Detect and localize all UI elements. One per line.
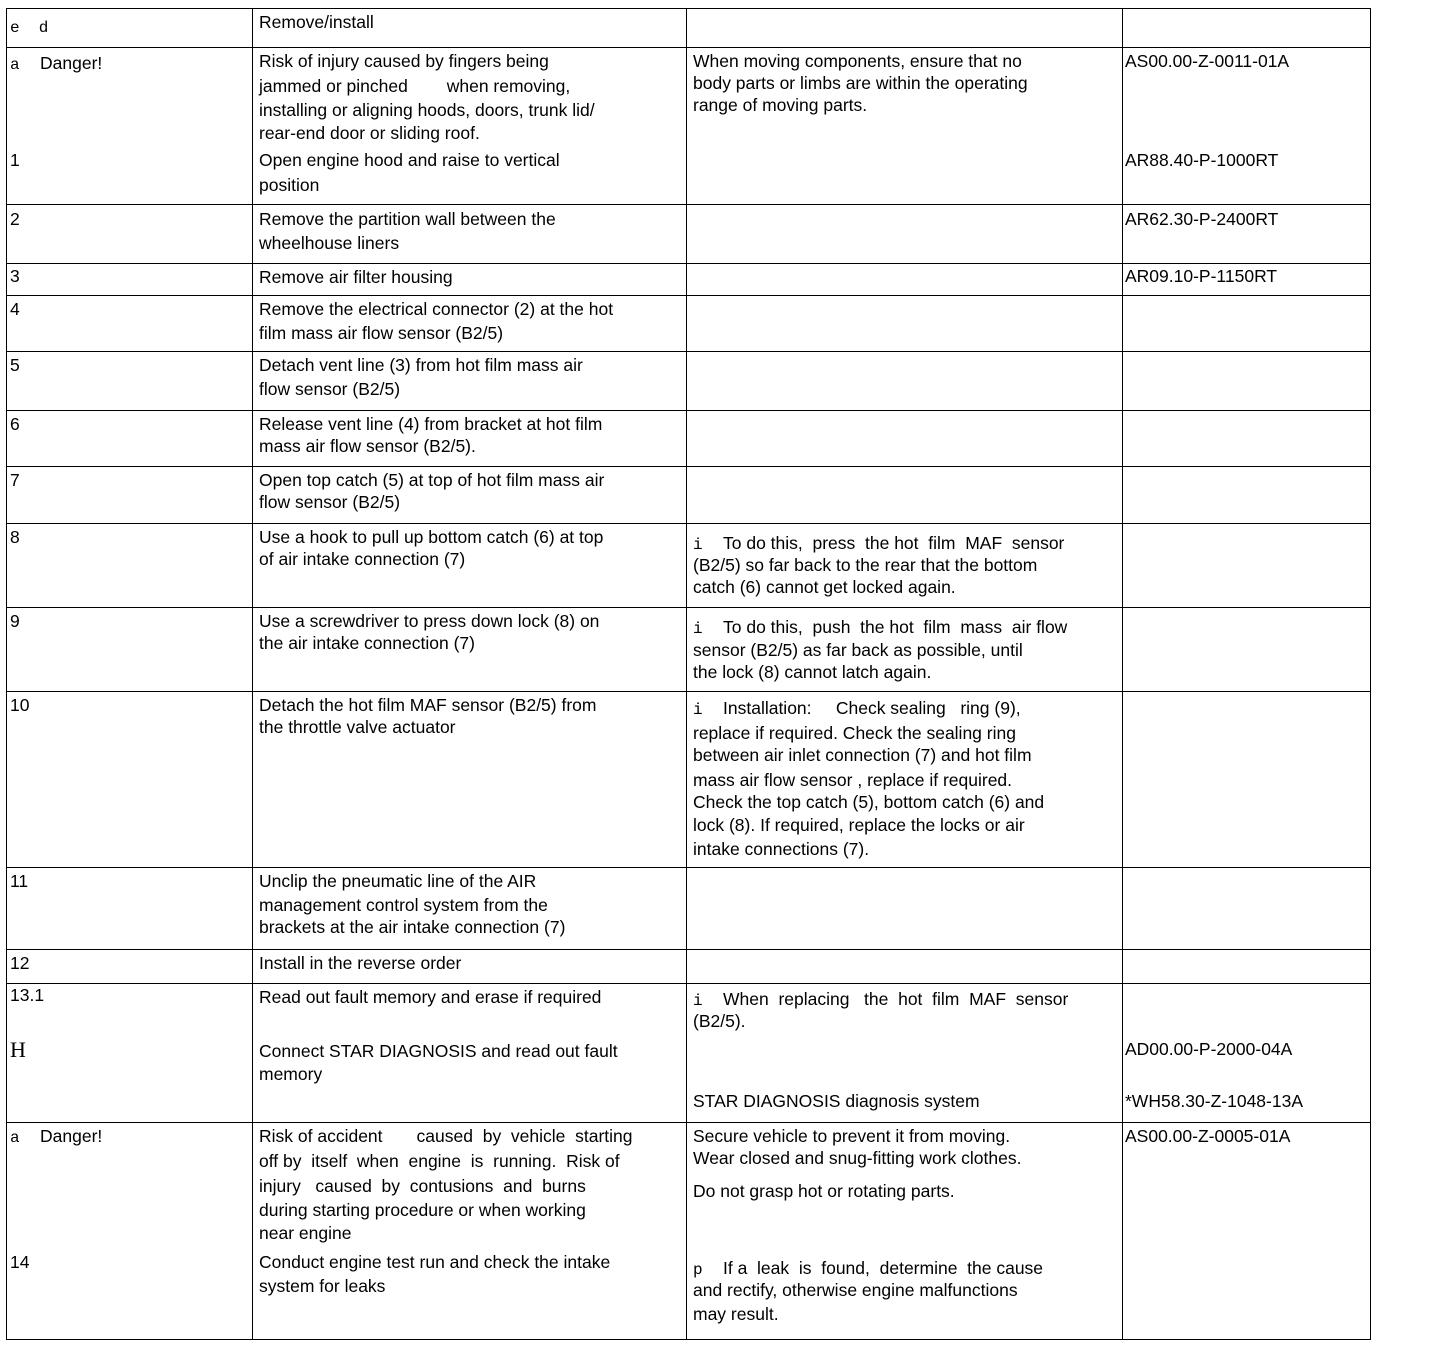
step-number: 7 (10, 470, 20, 490)
info-note-line: i To do this, press the hot film MAF sensor (693, 532, 1064, 557)
step-number: 14 (10, 1252, 30, 1272)
info-note-line: intake connections (7). (693, 839, 870, 859)
warning-note-line: may result. (693, 1304, 779, 1324)
note-text-line: Do not grasp hot or rotating parts. (693, 1181, 955, 1201)
table-row (7, 950, 1371, 984)
reference-link[interactable]: AD00.00-P-2000-04A (1125, 1039, 1293, 1059)
step-text-line: Remove air filter housing (259, 267, 453, 287)
step-text-line: of air intake connection (7) (259, 549, 466, 569)
table-row (7, 984, 1371, 1123)
info-note-line: (B2/5) so far back to the rear that the bottom (693, 555, 1038, 575)
table-row (7, 608, 1371, 692)
info-note-line: Check the top catch (5), bottom catch (6) and (693, 792, 1045, 812)
danger-text-line: off by itself when engine is running. Risk of (259, 1151, 620, 1171)
info-note-line: replace if required. Check the sealing ring (693, 723, 1016, 743)
header-title: Remove/install (259, 12, 374, 32)
reference-link[interactable]: AS00.00-Z-0011-01A (1125, 51, 1290, 71)
info-note-line: the lock (8) cannot latch again. (693, 662, 932, 682)
table-row (7, 48, 1371, 205)
info-icon: i (693, 620, 703, 638)
step-number: 6 (10, 414, 20, 434)
step-text-line: Conduct engine test run and check the intake (259, 1252, 611, 1272)
step-number: 9 (10, 611, 20, 631)
step-number: 1 (10, 150, 20, 170)
step-text-line: Install in the reverse order (259, 953, 462, 973)
step-text-line: Release vent line (4) from bracket at hot film (259, 414, 603, 434)
danger-text-line: jammed or pinched when removing, (259, 76, 571, 96)
step-text-line: Open top catch (5) at top of hot film mass air (259, 470, 605, 490)
danger-text-line: injury caused by contusions and burns (259, 1176, 586, 1196)
table-row (7, 411, 1371, 467)
note-text-line: range of moving parts. (693, 95, 868, 115)
step-text-line: Remove the partition wall between the (259, 209, 556, 229)
step-number: 13.1 (10, 985, 45, 1005)
info-icon: i (693, 992, 703, 1010)
step-text-line: the throttle valve actuator (259, 717, 456, 737)
step-text-line: Detach vent line (3) from hot film mass air (259, 355, 583, 375)
step-text-line: Unclip the pneumatic line of the AIR (259, 871, 537, 891)
table-row (7, 524, 1371, 608)
danger-text-line: near engine (259, 1223, 352, 1243)
note-text-line: Secure vehicle to prevent it from moving. (693, 1126, 1011, 1146)
table-header-row (7, 9, 1371, 48)
step-number: 5 (10, 355, 20, 375)
info-note-line: between air inlet connection (7) and hot film (693, 745, 1032, 765)
danger-text-line: rear-end door or sliding roof. (259, 123, 480, 143)
step-number: 10 (10, 695, 30, 715)
info-note-line: lock (8). If required, replace the locks or air (693, 815, 1025, 835)
danger-text-line: Risk of accident caused by vehicle starting (259, 1126, 633, 1146)
danger-label: a Danger! (10, 52, 102, 77)
step-number: 12 (10, 953, 30, 973)
reference-link[interactable]: *WH58.30-Z-1048-13A (1125, 1091, 1303, 1111)
info-note-line: sensor (B2/5) as far back as possible, until (693, 640, 1023, 660)
danger-label: a Danger! (10, 1125, 102, 1150)
step-number: 11 (10, 871, 29, 891)
step-text-line: flow sensor (B2/5) (259, 492, 401, 512)
step-number: 4 (10, 299, 20, 319)
table-row (7, 1123, 1371, 1340)
danger-icon: a (10, 56, 20, 74)
step-text-line: brackets at the air intake connection (7) (259, 917, 566, 937)
danger-text-line: Risk of injury caused by fingers being (259, 51, 549, 71)
danger-text-line: during starting procedure or when working (259, 1200, 586, 1220)
reference-link[interactable]: AS00.00-Z-0005-01A (1125, 1126, 1291, 1146)
info-note-line: (B2/5). (693, 1011, 746, 1031)
reference-link[interactable]: AR62.30-P-2400RT (1125, 209, 1279, 229)
note-text-line: When moving components, ensure that no (693, 51, 1022, 71)
procedure-table (6, 8, 1371, 1340)
step-text-line: film mass air flow sensor (B2/5) (259, 323, 504, 343)
step-text-line: Use a hook to pull up bottom catch (6) at top (259, 527, 604, 547)
tool-name: STAR DIAGNOSIS diagnosis system (693, 1091, 980, 1111)
info-icon: i (693, 701, 703, 719)
step-number: 3 (10, 266, 20, 286)
info-note-line: i To do this, push the hot film mass air flow (693, 616, 1067, 641)
danger-icon: a (10, 1129, 20, 1147)
step-text-line: the air intake connection (7) (259, 633, 475, 653)
step-text-line: flow sensor (B2/5) (259, 379, 401, 399)
step-text-line: wheelhouse liners (259, 233, 400, 253)
step-text-line: system for leaks (259, 1276, 386, 1296)
note-text-line: body parts or limbs are within the operating (693, 73, 1028, 93)
table-row (7, 467, 1371, 524)
table-row (7, 296, 1371, 352)
step-text-line: Remove the electrical connector (2) at the hot (259, 299, 614, 319)
step-number: 8 (10, 527, 20, 547)
step-text-line: mass air flow sensor (B2/5). (259, 436, 476, 456)
step-text-line: management control system from the (259, 895, 548, 915)
reference-link[interactable]: AR88.40-P-1000RT (1125, 150, 1279, 170)
warning-note-line: and rectify, otherwise engine malfunctions (693, 1280, 1018, 1300)
table-row (7, 205, 1371, 264)
info-icon: i (693, 536, 703, 554)
step-text-line: Open engine hood and raise to vertical (259, 150, 560, 170)
warning-note-line: p If a leak is found, determine the cause (693, 1257, 1043, 1282)
diagnosis-icon: H (10, 1037, 26, 1062)
table-row (7, 352, 1371, 411)
info-note-line: catch (6) cannot get locked again. (693, 577, 956, 597)
reference-link[interactable]: AR09.10-P-1150RT (1125, 266, 1278, 286)
info-note-line: i Installation: Check sealing ring (9), (693, 697, 1021, 722)
step-text-line: Use a screwdriver to press down lock (8) on (259, 611, 600, 631)
step-text-line: position (259, 175, 320, 195)
table-row (7, 868, 1371, 950)
step-text-line: Detach the hot film MAF sensor (B2/5) from (259, 695, 597, 715)
info-note-line: i When replacing the hot film MAF sensor (693, 988, 1068, 1013)
step-text-line: Connect STAR DIAGNOSIS and read out fault (259, 1041, 618, 1061)
step-text-line: Read out fault memory and erase if required (259, 987, 602, 1007)
note-text-line: Wear closed and snug-fitting work clothes. (693, 1148, 1022, 1168)
table-row (7, 692, 1371, 868)
info-note-line: mass air flow sensor , replace if required. (693, 770, 1013, 790)
header-symbols: e d (10, 19, 49, 37)
warning-icon: p (693, 1261, 703, 1279)
step-number: 2 (10, 209, 20, 229)
table-row (7, 264, 1371, 296)
step-text-line: memory (259, 1064, 323, 1084)
danger-text-line: installing or aligning hoods, doors, trunk lid/ (259, 100, 595, 120)
